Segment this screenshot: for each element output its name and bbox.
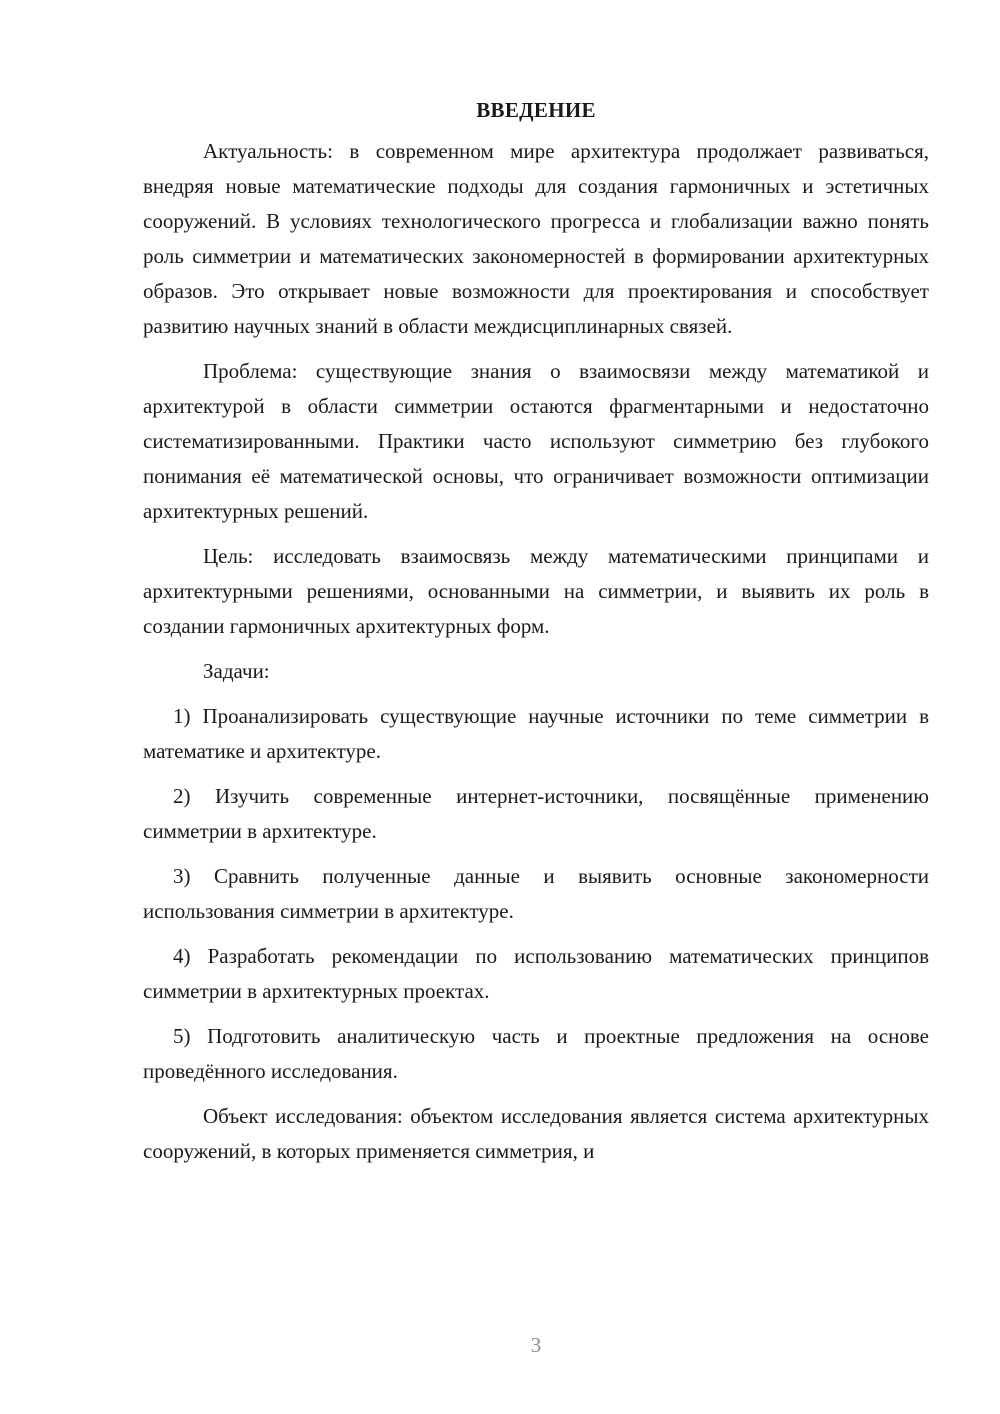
tasks-list <box>143 699 929 1089</box>
list-item: 5) Подготовить аналитическую часть и проектные предложения на основе проведённого исследования. <box>143 1024 929 1083</box>
document-page <box>143 96 929 1169</box>
list-item: 3) Сравнить полученные данные и выявить основные закономерности использования симметрии в архитектуре. <box>143 864 929 923</box>
paragraph-problem: Проблема: существующие знания о взаимосвязи между математикой и архитектурой в области симметрии остаются фрагментарными и недостаточно систематизированными. Практики часто используют симметрию без глубокого понимания её математической основы, что ограничивает возможности оптимизации архитектурных решений. <box>143 359 929 523</box>
list-item: 1) Проанализировать существующие научные источники по теме симметрии в математике и архитектуре. <box>143 704 929 763</box>
page-number: 3 <box>530 1333 542 1357</box>
list-item: 2) Изучить современные интернет-источники, посвящённые применению симметрии в архитектуре. <box>143 784 929 843</box>
paragraph-object: Объект исследования: объектом исследования является система архитектурных сооружений, в которых применяется симметрия, и <box>143 1104 929 1163</box>
list-item: 4) Разработать рекомендации по использованию математических принципов симметрии в архитектурных проектах. <box>143 944 929 1003</box>
paragraph-relevance: Актуальность: в современном мире архитектура продолжает развиваться, внедряя новые математические подходы для создания гармоничных и эстетичных сооружений. В условиях технологического прогресса и глобализации важно понять роль симметрии и математических закономерностей в формировании архитектурных образов. Это открывает новые возможности для проектирования и способствует развитию научных знаний в области междисциплинарных связей. <box>143 139 929 338</box>
tasks-label: Задачи: <box>203 659 270 683</box>
page-title: ВВЕДЕНИЕ <box>476 98 596 122</box>
paragraph-goal: Цель: исследовать взаимосвязь между математическими принципами и архитектурными решениями, основанными на симметрии, и выявить их роль в создании гармоничных архитектурных форм. <box>143 544 929 638</box>
